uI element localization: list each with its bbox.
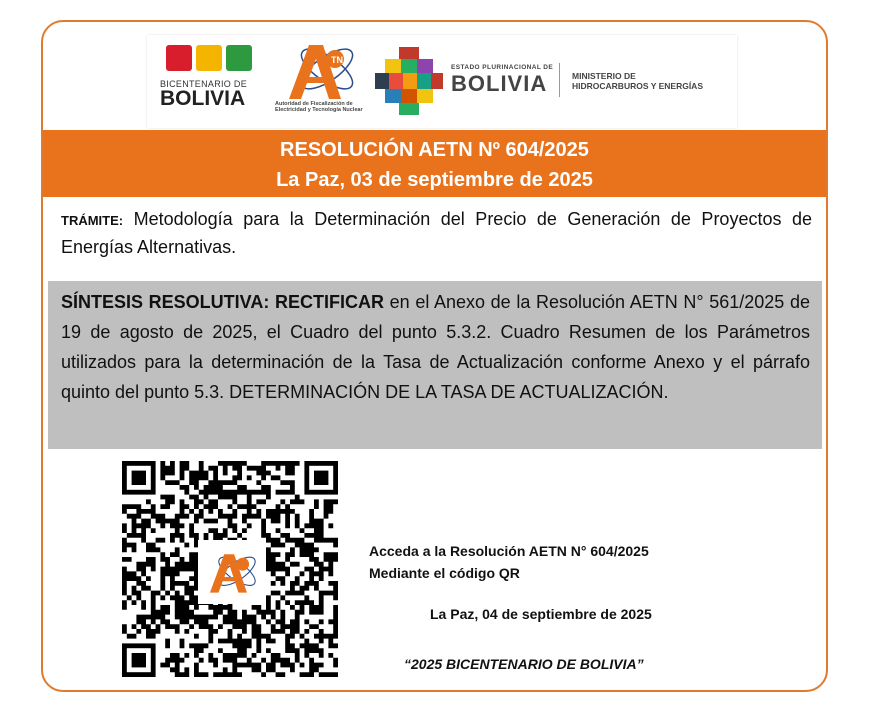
qr-code[interactable] xyxy=(116,455,344,683)
bicentenario-motto: “2025 BICENTENARIO DE BOLIVIA” xyxy=(404,656,644,672)
bicentenario-big: BOLIVIA xyxy=(160,87,246,110)
estado-label: ESTADO PLURINACIONAL DE xyxy=(451,64,554,71)
bolivia-wordmark: BOLIVIA xyxy=(451,71,548,96)
ministerio-line-1: MINISTERIO DE xyxy=(572,71,636,81)
bicentenario-sub: BICENTENARIO DE xyxy=(160,79,248,89)
logo-strip xyxy=(147,35,737,128)
tramite-label: TRÁMITE: xyxy=(61,213,124,228)
aetn-caption: Autoridad de Fiscalización de Electricidad y Tecnología Nuclear xyxy=(275,101,363,113)
logo-divider xyxy=(559,63,560,97)
sintesis-label: SÍNTESIS RESOLUTIVA: RECTIFICAR xyxy=(61,292,384,312)
publication-date: La Paz, 04 de septiembre de 2025 xyxy=(430,606,652,622)
resolution-date: La Paz, 03 de septiembre de 2025 xyxy=(276,169,593,191)
qr-instructions-line-1: Acceda a la Resolución AETN N° 604/2025 xyxy=(369,543,649,559)
ministerio-label xyxy=(572,71,703,91)
tramite-paragraph xyxy=(61,206,812,261)
ministerio-line-2: HIDROCARBUROS Y ENERGÍAS xyxy=(572,81,703,91)
resolution-number: RESOLUCIÓN AETN Nº 604/2025 xyxy=(280,139,589,161)
sintesis-box xyxy=(48,281,822,449)
qr-instructions-line-2: Mediante el código QR xyxy=(369,565,520,581)
bicentenario-logo xyxy=(160,45,260,123)
svg-text:TN: TN xyxy=(331,55,343,65)
qr-instructions xyxy=(369,540,649,584)
tramite-text: Metodología para la Determinación del Precio de Generación de Proyectos de Energías Alternativas. xyxy=(61,209,812,257)
resolution-header xyxy=(43,130,826,197)
aetn-logo xyxy=(275,39,365,125)
qr-aetn-icon xyxy=(198,540,266,604)
sintesis-text: en el Anexo de la Resolución AETN N° 561/2025 de 19 de agosto de 2025, el Cuadro del punto 5.3.2. Cuadro Resumen de los Parámetros utilizados para la determinación de la Tasa de Actualización conforme Anexo y el párrafo quinto del punto 5.3. DETERMINACIÓN DE LA TASA DE ACTUALIZACIÓN. xyxy=(61,292,810,402)
bolivia-mosaic-logo xyxy=(375,47,443,115)
